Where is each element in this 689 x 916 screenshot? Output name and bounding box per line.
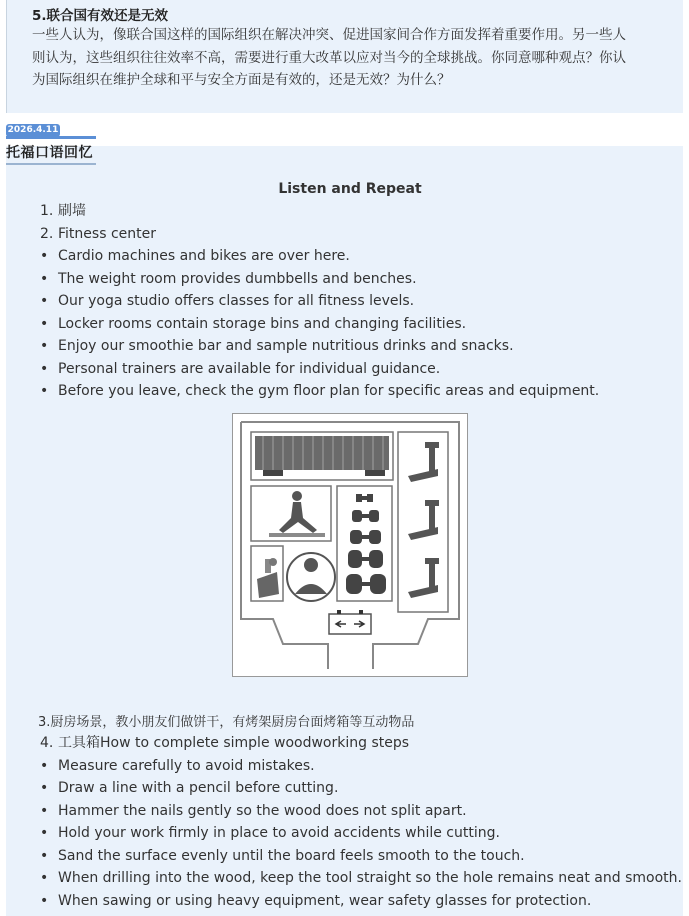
list-marker: • — [40, 315, 49, 332]
question-line: 为国际组织在维护全球和平与安全方面是有效的，还是无效？为什么？ — [32, 72, 451, 88]
list-text: The weight room provides dumbbells and benches. — [58, 270, 417, 287]
list-text: Cardio machines and bikes are over here. — [58, 248, 350, 264]
list-marker: 1. — [40, 203, 54, 219]
list-item — [40, 245, 599, 268]
list-item — [40, 335, 599, 358]
cardio-bike-icon — [251, 432, 393, 480]
list-marker: • — [40, 293, 49, 309]
list-item — [40, 732, 682, 755]
list-item — [40, 200, 599, 223]
list-marker: 4. — [40, 735, 54, 751]
list-text: Sand the surface evenly until the board feels smooth to the touch. — [58, 847, 525, 864]
list-marker: • — [40, 780, 49, 796]
list-item — [40, 313, 599, 336]
list-marker: 2. — [40, 225, 54, 242]
list-text: 工具箱How to complete simple woodworking steps — [58, 735, 410, 751]
section-title: 托福口语回忆 — [6, 145, 93, 161]
list-marker: • — [40, 757, 49, 774]
trainer-icon — [287, 553, 335, 601]
question-line: 一些人认为，像联合国这样的国际组织在解决冲突、促进国家间合作方面发挥着重要作用。另一些人 — [32, 27, 626, 43]
list-item — [40, 755, 682, 778]
list-text: Personal trainers are available for individual guidance. — [58, 360, 441, 377]
list-text: Enjoy our smoothie bar and sample nutritious drinks and snacks. — [58, 338, 514, 354]
list-text: Our yoga studio offers classes for all fitness levels. — [58, 293, 415, 309]
date-badge: 2026.4.11 — [7, 125, 59, 135]
list-item — [40, 358, 599, 381]
list-text: Before you leave, check the gym floor plan for specific areas and equipment. — [58, 383, 600, 399]
floor-plan-drawing — [233, 414, 467, 676]
list-marker: • — [40, 248, 49, 264]
list-item — [40, 890, 682, 913]
list-marker: • — [40, 825, 49, 841]
list-text: When drilling into the wood, keep the tool straight so the hole remains neat and smooth. — [58, 870, 682, 886]
woodworking-list — [40, 732, 682, 912]
list-item — [40, 800, 682, 823]
section-title-underline — [6, 163, 96, 165]
list-text: 刷墙 — [58, 203, 86, 219]
list-item — [40, 822, 682, 845]
list-item — [40, 777, 682, 800]
list-marker: • — [40, 270, 49, 287]
question-title: 5.联合国有效还是无效 — [32, 8, 169, 24]
list-item — [40, 268, 599, 291]
date-underline — [6, 136, 96, 139]
list-text: Measure carefully to avoid mistakes. — [58, 757, 315, 774]
fitness-list — [40, 200, 599, 403]
list-item — [40, 867, 682, 890]
list-marker: • — [40, 847, 49, 864]
kitchen-scenario: 3.厨房场景，教小朋友们做饼干，有烤架厨房台面烤箱等互动物品 — [38, 715, 415, 730]
gym-floor-plan — [232, 413, 468, 677]
list-marker: • — [40, 360, 49, 377]
list-marker: • — [40, 338, 49, 354]
list-text: Fitness center — [58, 225, 156, 242]
list-text: Hold your work firmly in place to avoid accidents while cutting. — [58, 825, 500, 841]
list-text: Hammer the nails gently so the wood does not split apart. — [58, 802, 467, 819]
list-marker: • — [40, 870, 49, 886]
panel-left-rule — [6, 0, 7, 113]
list-item — [40, 223, 599, 246]
question-body — [32, 24, 664, 92]
list-marker: • — [40, 802, 49, 819]
list-item — [40, 845, 682, 868]
list-text: Draw a line with a pencil before cutting. — [58, 780, 339, 796]
list-marker: • — [40, 383, 49, 399]
list-text: When sawing or using heavy equipment, wear safety glasses for protection. — [58, 892, 592, 909]
list-item — [40, 380, 599, 403]
list-item — [40, 290, 599, 313]
question-line: 则认为，这些组织往往效率不高，需要进行重大改革以应对当今的全球挑战。你同意哪种观点？你认 — [32, 49, 626, 66]
list-text: Locker rooms contain storage bins and changing facilities. — [58, 315, 467, 332]
bench-icon — [329, 610, 371, 634]
listen-repeat-heading: Listen and Repeat — [278, 181, 422, 197]
list-marker: • — [40, 892, 49, 909]
